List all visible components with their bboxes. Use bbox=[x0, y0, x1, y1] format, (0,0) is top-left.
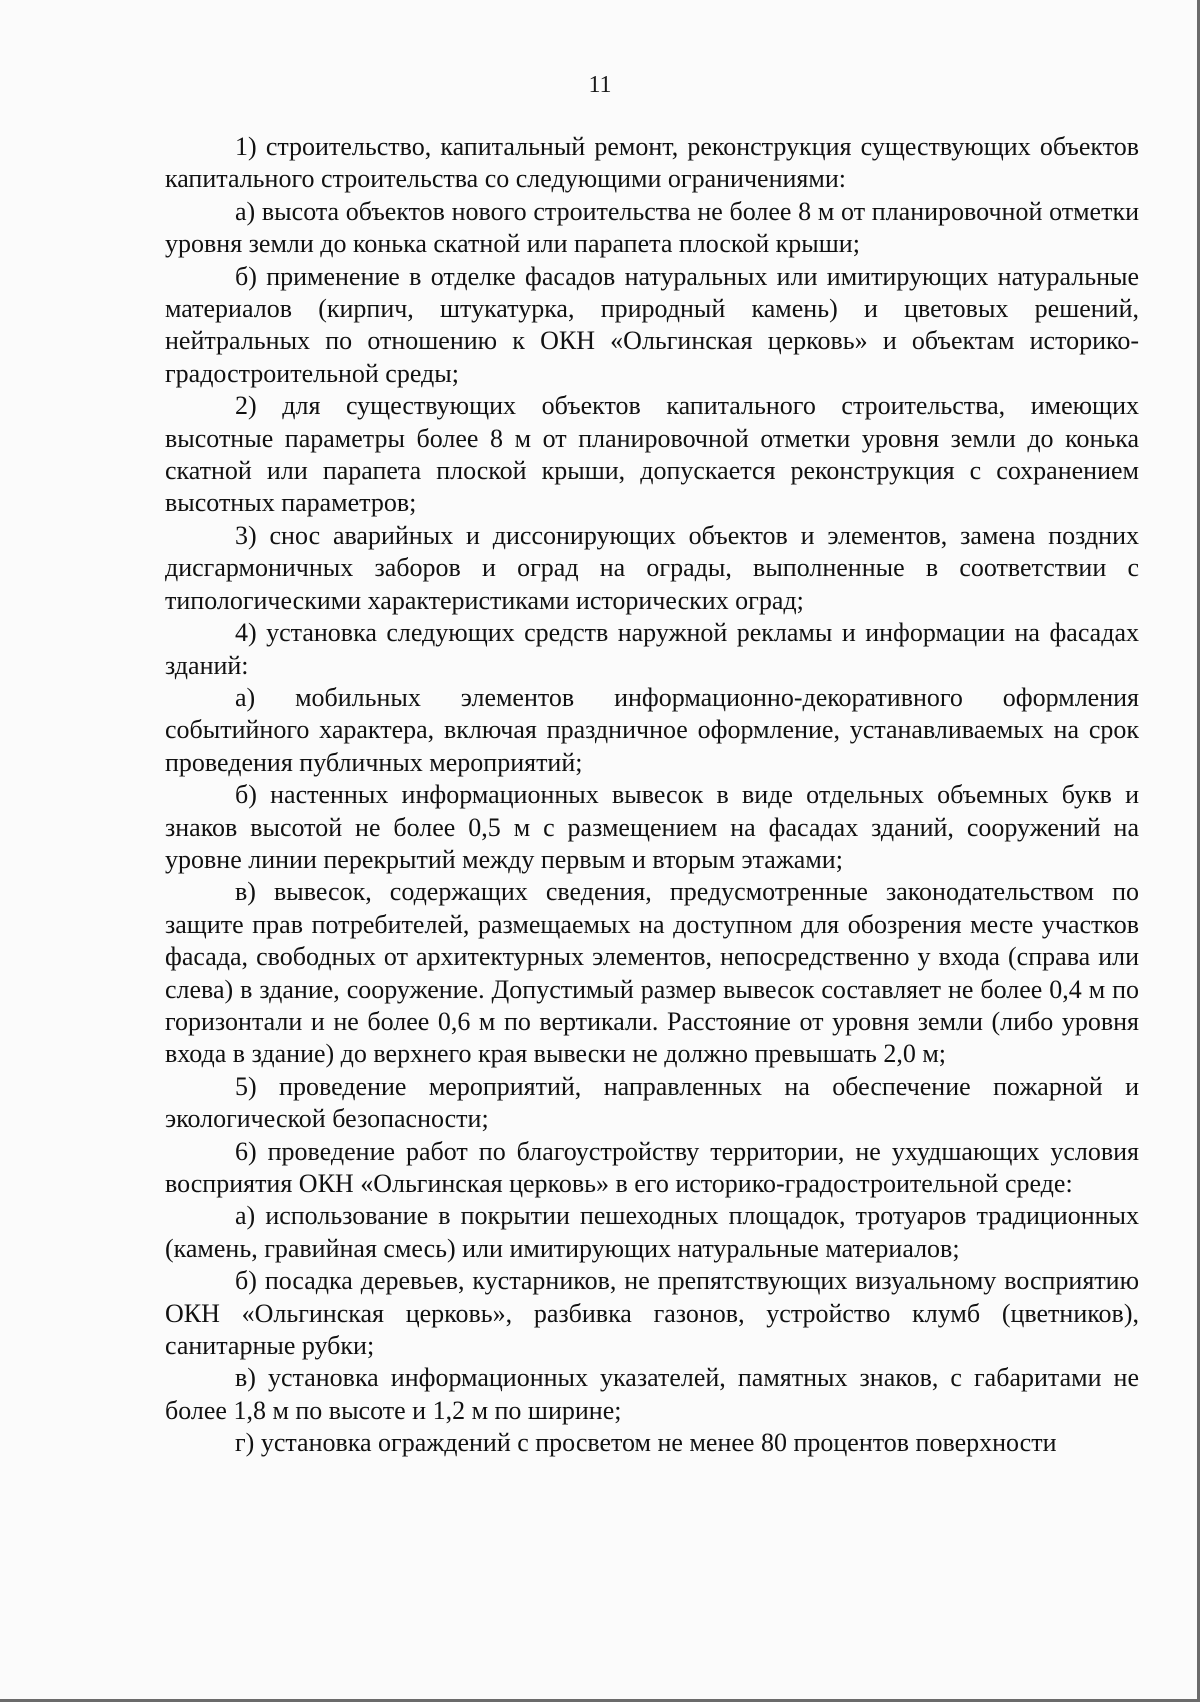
paragraph-6g: г) установка ограждений с просветом не менее 80 процентов поверхности bbox=[235, 1428, 1057, 1458]
paragraph-1: 1) строительство, капитальный ремонт, реконструкция существующих объектов капитального строительства со следующими ограничениями: bbox=[165, 132, 1139, 194]
paragraph-4a: а) мобильных элементов информационно-декоративного оформления событийного характера, включая праздничное оформление, устанавливаемых на срок проведения публичных мероприятий; bbox=[165, 682, 1139, 777]
paragraph-2: 2) для существующих объектов капитального строительства, имеющих высотные параметры более 8 м от планировочной отметки уровня земли до конька скатной или парапета плоской крыши, допускается реконструкция с сохранением высотных параметров; bbox=[165, 391, 1139, 518]
paragraph-6b: б) посадка деревьев, кустарников, не препятствующих визуальному восприятию ОКН «Ольгинская церковь», разбивка газонов, устройство клумб (цветников), санитарные рубки; bbox=[165, 1266, 1139, 1361]
paragraph-6: 6) проведение работ по благоустройству территории, не ухудшающих условия восприятия ОКН «Ольгинская церковь» в его историко-градостроительной среде: bbox=[165, 1136, 1139, 1198]
paragraph-1a: а) высота объектов нового строительства не более 8 м от планировочной отметки уровня земли до конька скатной или парапета плоской крыши; bbox=[165, 196, 1139, 259]
paragraph-5: 5) проведение мероприятий, направленных на обеспечение пожарной и экологической безопасности; bbox=[165, 1071, 1139, 1134]
paragraph-4v: в) вывесок, содержащих сведения, предусмотренные законодательством по защите прав потребителей, размещаемых на доступном для обозрения месте участков фасада, свободных от архитектурных элементов, непосредственно у входа (справа или слева) в здание, сооружение. Допустимый размер вывесок составляет не более 0,4 м по горизонтали и не более 0,6 м по вертикали. Расстояние от уровня земли (либо уровня входа в здание) до верхнего края вывески не должно превышать 2,0 м; bbox=[165, 877, 1139, 1069]
page-number: 11 bbox=[588, 72, 612, 98]
paragraph-1b: б) применение в отделке фасадов натуральных или имитирующих натуральные материалов (кирпич, штукатурка, природный камень) и цветовых решений, нейтральных по отношению к ОКН «Ольгинская церковь» и объектам историко-градостроительной среды; bbox=[165, 261, 1139, 388]
paragraph-6a: а) использование в покрытии пешеходных площадок, тротуаров традиционных (камень, гравийная смесь) или имитирующих натуральные материалов; bbox=[165, 1201, 1139, 1263]
paragraph-4: 4) установка следующих средств наружной рекламы и информации на фасадах зданий: bbox=[165, 618, 1139, 680]
document-body bbox=[165, 131, 1139, 1460]
paragraph-3: 3) снос аварийных и диссонирующих объектов и элементов, замена поздних дисгармоничных заборов и оград на ограды, выполненные в соответствии с типологическими характеристиками исторических оград; bbox=[165, 520, 1139, 615]
paragraph-6v: в) установка информационных указателей, памятных знаков, с габаритами не более 1,8 м по высоте и 1,2 м по ширине; bbox=[165, 1363, 1139, 1425]
paragraph-4b: б) настенных информационных вывесок в виде отдельных объемных букв и знаков высотой не более 0,5 м с размещением на фасадах зданий, сооружений на уровне линии перекрытий между первым и вторым этажами; bbox=[165, 780, 1139, 874]
